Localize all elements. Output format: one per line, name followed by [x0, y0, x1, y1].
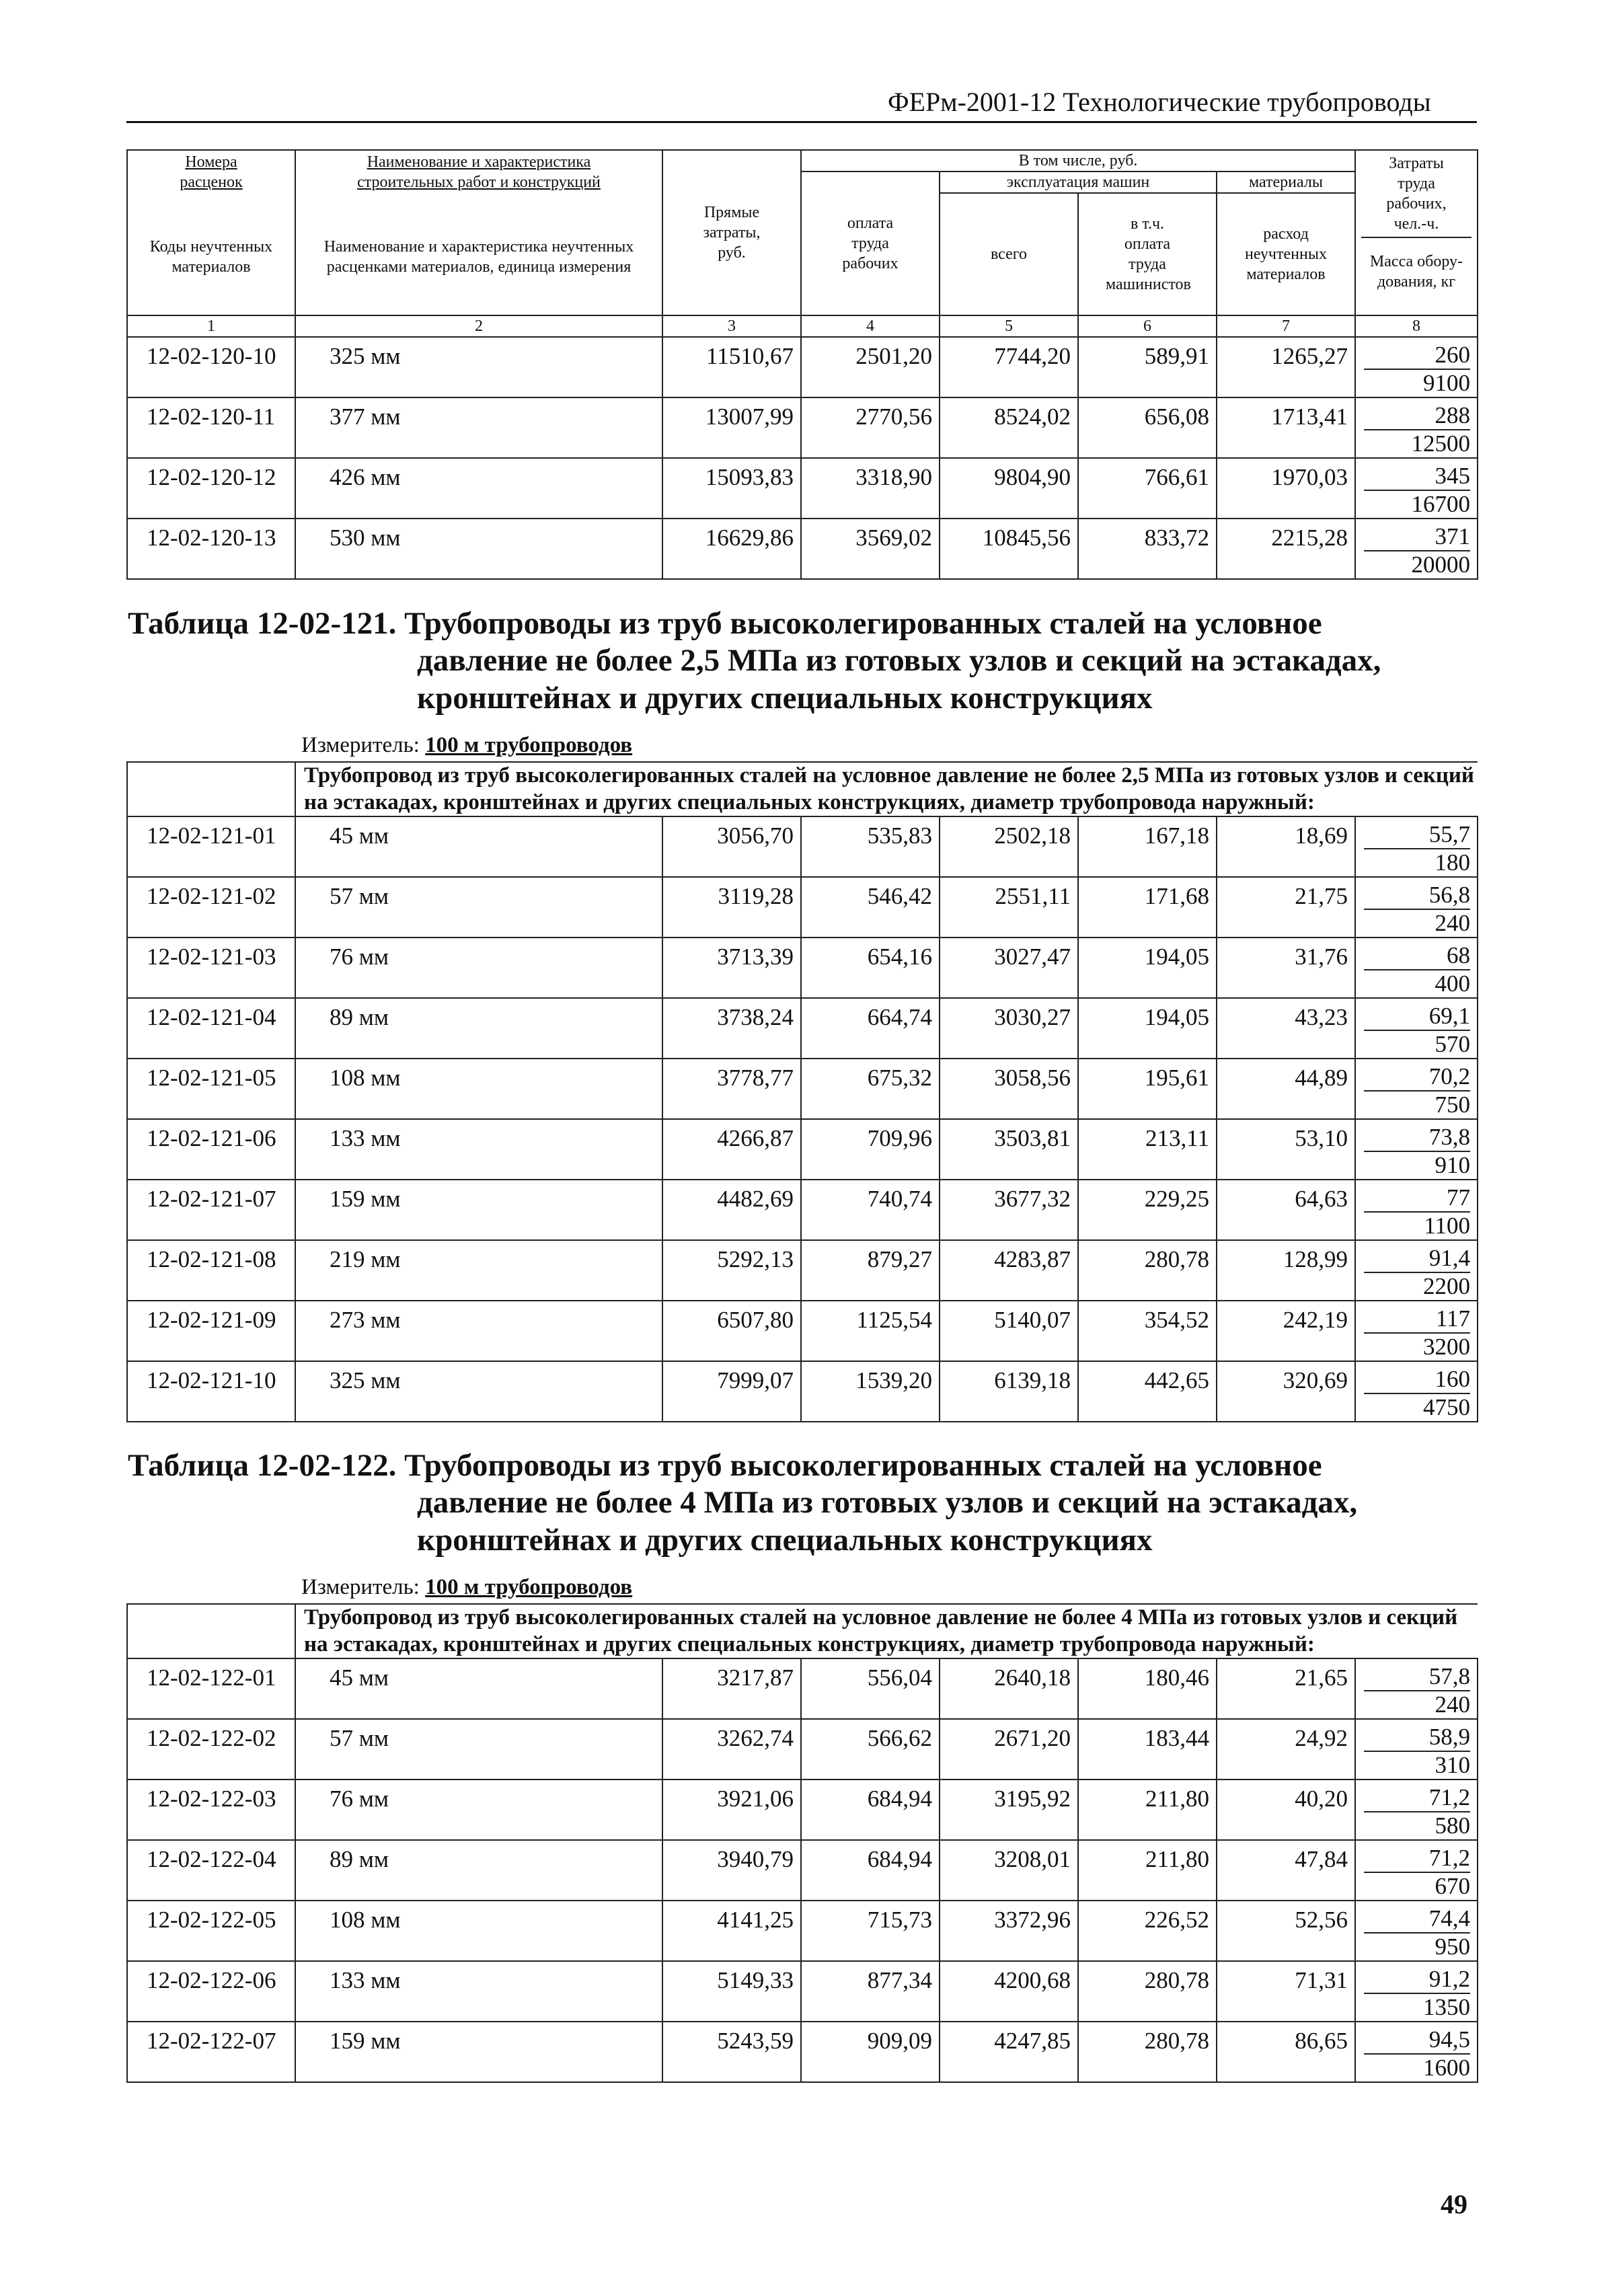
operators-wages: 213,11: [1078, 1119, 1217, 1180]
machines-total: 2502,18: [940, 816, 1078, 877]
work-name: 133 мм: [295, 1961, 662, 2022]
equipment-mass: 240: [1435, 1691, 1471, 1718]
direct-costs: 3738,24: [662, 998, 801, 1059]
col-5-header: всего: [940, 193, 1078, 315]
direct-costs: 16629,86: [662, 519, 801, 579]
table-121-title-line: Таблица 12-02-121. Трубопроводы из труб высоколегированных сталей на условное: [128, 606, 1322, 641]
labor-costs: 55,7: [1364, 821, 1470, 849]
rate-code: 12-02-121-07: [127, 1180, 295, 1240]
equipment-mass: 20000: [1411, 551, 1470, 578]
work-name: 76 мм: [295, 1780, 662, 1840]
column-header: [127, 150, 1478, 337]
equipment-mass: 1350: [1423, 1994, 1471, 2021]
col-8-header: [1355, 150, 1478, 315]
col-7-header: расход неучтенных материалов: [1217, 193, 1355, 315]
labor-costs: 117: [1364, 1305, 1470, 1334]
labor-and-mass-cell: [1355, 1361, 1478, 1422]
equipment-mass: 950: [1435, 1934, 1471, 1960]
labor-and-mass-cell: [1355, 2022, 1478, 2082]
col-number: 6: [1078, 315, 1217, 337]
table-row: [127, 1840, 1478, 1901]
meter-label: Измеритель:: [301, 1575, 420, 1599]
machines-total: 5140,07: [940, 1301, 1078, 1361]
workers-wages: 675,32: [801, 1059, 940, 1119]
materials-cost: 53,10: [1217, 1119, 1355, 1180]
equipment-mass: 16700: [1411, 491, 1470, 517]
col-number: 3: [662, 315, 801, 337]
materials-cost: 47,84: [1217, 1840, 1355, 1901]
materials-cost: 24,92: [1217, 1719, 1355, 1780]
rate-code: 12-02-122-06: [127, 1961, 295, 2022]
work-name: 57 мм: [295, 1719, 662, 1780]
col-1-top-label: Номера расценок: [180, 153, 243, 191]
machines-total: 4283,87: [940, 1240, 1078, 1301]
work-name: 273 мм: [295, 1301, 662, 1361]
labor-costs: 57,8: [1364, 1663, 1470, 1691]
labor-and-mass-cell: [1355, 877, 1478, 937]
col-1-header: [127, 150, 295, 315]
rate-code: 12-02-120-10: [127, 337, 295, 397]
work-name: 377 мм: [295, 397, 662, 458]
labor-costs: 160: [1364, 1366, 1470, 1394]
materials-cost: 21,65: [1217, 1658, 1355, 1719]
direct-costs: 5243,59: [662, 2022, 801, 2082]
work-name: 133 мм: [295, 1119, 662, 1180]
rate-code: 12-02-121-06: [127, 1119, 295, 1180]
direct-costs: 3713,39: [662, 937, 801, 998]
table-121-meter: [301, 733, 632, 758]
table-row: [127, 1719, 1478, 1780]
table-row: [127, 937, 1478, 998]
work-name: 108 мм: [295, 1901, 662, 1961]
rate-code: 12-02-122-07: [127, 2022, 295, 2082]
workers-wages: 684,94: [801, 1840, 940, 1901]
materials-cost: 71,31: [1217, 1961, 1355, 2022]
workers-wages: 1539,20: [801, 1361, 940, 1422]
labor-costs: 58,9: [1364, 1724, 1470, 1752]
meter-value: 100 м трубопроводов: [425, 1575, 633, 1599]
direct-costs: 5292,13: [662, 1240, 801, 1301]
table-row: [127, 1901, 1478, 1961]
direct-costs: 4482,69: [662, 1180, 801, 1240]
rate-code: 12-02-122-05: [127, 1901, 295, 1961]
workers-wages: 535,83: [801, 816, 940, 877]
rate-code: 12-02-120-11: [127, 397, 295, 458]
page-number: 49: [1441, 2189, 1467, 2219]
labor-costs: 260: [1364, 342, 1470, 370]
operators-wages: 656,08: [1078, 397, 1217, 458]
direct-costs: 3921,06: [662, 1780, 801, 1840]
workers-wages: 664,74: [801, 998, 940, 1059]
work-name: 89 мм: [295, 998, 662, 1059]
workers-wages: 2501,20: [801, 337, 940, 397]
direct-costs: 7999,07: [662, 1361, 801, 1422]
machines-total: 4200,68: [940, 1961, 1078, 2022]
rate-code: 12-02-121-04: [127, 998, 295, 1059]
materials-cost: 18,69: [1217, 816, 1355, 877]
description-gap: [127, 1604, 295, 1658]
workers-wages: 3318,90: [801, 458, 940, 519]
machines-total: 3677,32: [940, 1180, 1078, 1240]
machines-total: 8524,02: [940, 397, 1078, 458]
equipment-mass: 9100: [1423, 370, 1470, 396]
workers-wages: 654,16: [801, 937, 940, 998]
labor-costs: 56,8: [1364, 882, 1470, 910]
table-122-description-row: [127, 1604, 1478, 1658]
work-name: 108 мм: [295, 1059, 662, 1119]
equipment-mass: 910: [1435, 1152, 1471, 1179]
labor-and-mass-cell: [1355, 1119, 1478, 1180]
labor-costs: 91,4: [1364, 1245, 1470, 1273]
labor-and-mass-cell: [1355, 1301, 1478, 1361]
col-3-header: Прямые затраты, руб.: [662, 150, 801, 315]
equipment-mass: 570: [1435, 1031, 1471, 1058]
work-name: 530 мм: [295, 519, 662, 579]
work-name: 325 мм: [295, 337, 662, 397]
table-row: [127, 1961, 1478, 2022]
table-122-title-line: Таблица 12-02-122. Трубопроводы из труб высоколегированных сталей на условное: [128, 1448, 1322, 1483]
workers-wages: 909,09: [801, 2022, 940, 2082]
materials-cost: 64,63: [1217, 1180, 1355, 1240]
labor-costs: 71,2: [1364, 1784, 1470, 1812]
machines-total: 3027,47: [940, 937, 1078, 998]
materials-cost: 31,76: [1217, 937, 1355, 998]
workers-wages: 1125,54: [801, 1301, 940, 1361]
labor-costs: 71,2: [1364, 1845, 1470, 1873]
table-122-title-line: кронштейнах и других специальных конструкциях: [417, 1522, 1153, 1558]
operators-wages: 194,05: [1078, 998, 1217, 1059]
equipment-mass: 240: [1435, 910, 1471, 937]
machines-total: 2671,20: [940, 1719, 1078, 1780]
materials-cost: 44,89: [1217, 1059, 1355, 1119]
operators-wages: 211,80: [1078, 1780, 1217, 1840]
rate-code: 12-02-122-01: [127, 1658, 295, 1719]
group-machines-header: эксплуатация машин: [940, 171, 1217, 193]
labor-costs: 68: [1364, 942, 1470, 970]
table-row: [127, 337, 1478, 397]
col-6-header: в т.ч. оплата труда машинистов: [1078, 193, 1217, 315]
equipment-mass: 580: [1435, 1812, 1471, 1839]
operators-wages: 280,78: [1078, 1240, 1217, 1301]
labor-and-mass-cell: [1355, 458, 1478, 519]
table-121-title-line: кронштейнах и других специальных конструкциях: [417, 680, 1153, 716]
materials-cost: 43,23: [1217, 998, 1355, 1059]
table-121-description: Трубопровод из труб высоколегированных сталей на условное давление не более 2,5 МПа из готовых узлов и секций на эстакадах, кронштейнах и других специальных конструкциях, диаметр трубопровода наружный:: [295, 762, 1478, 816]
operators-wages: 442,65: [1078, 1361, 1217, 1422]
materials-cost: 1970,03: [1217, 458, 1355, 519]
table-row: [127, 1119, 1478, 1180]
labor-costs: 69,1: [1364, 1003, 1470, 1031]
rate-code: 12-02-121-08: [127, 1240, 295, 1301]
machines-total: 3503,81: [940, 1119, 1078, 1180]
labor-costs: 94,5: [1364, 2026, 1470, 2055]
direct-costs: 5149,33: [662, 1961, 801, 2022]
machines-total: 3372,96: [940, 1901, 1078, 1961]
table-row: [127, 998, 1478, 1059]
workers-wages: 556,04: [801, 1658, 940, 1719]
equipment-mass: 4750: [1423, 1394, 1471, 1421]
operators-wages: 354,52: [1078, 1301, 1217, 1361]
table-122-body: [127, 1604, 1478, 2082]
operators-wages: 183,44: [1078, 1719, 1217, 1780]
table-row: [127, 1361, 1478, 1422]
table-121-title-line: давление не более 2,5 МПа из готовых узлов и секций на эстакадах,: [417, 643, 1381, 679]
equipment-mass: 1100: [1424, 1213, 1471, 1239]
work-name: 89 мм: [295, 1840, 662, 1901]
table-row: [127, 1301, 1478, 1361]
machines-total: 3195,92: [940, 1780, 1078, 1840]
materials-cost: 320,69: [1217, 1361, 1355, 1422]
machines-total: 3058,56: [940, 1059, 1078, 1119]
workers-wages: 2770,56: [801, 397, 940, 458]
work-name: 45 мм: [295, 816, 662, 877]
rate-code: 12-02-122-03: [127, 1780, 295, 1840]
operators-wages: 280,78: [1078, 2022, 1217, 2082]
table-row: [127, 1780, 1478, 1840]
direct-costs: 3778,77: [662, 1059, 801, 1119]
labor-and-mass-cell: [1355, 519, 1478, 579]
rate-code: 12-02-120-13: [127, 519, 295, 579]
column-numbers-row: [127, 315, 1478, 337]
rate-code: 12-02-121-05: [127, 1059, 295, 1119]
work-name: 426 мм: [295, 458, 662, 519]
table-121-title: [128, 605, 1381, 717]
workers-wages: 566,62: [801, 1719, 940, 1780]
col-8-top-label: Затраты труда рабочих, чел.-ч.: [1361, 153, 1472, 238]
operators-wages: 167,18: [1078, 816, 1217, 877]
labor-and-mass-cell: [1355, 1658, 1478, 1719]
labor-and-mass-cell: [1355, 1840, 1478, 1901]
work-name: 45 мм: [295, 1658, 662, 1719]
operators-wages: 766,61: [1078, 458, 1217, 519]
work-name: 159 мм: [295, 2022, 662, 2082]
meter-label: Измеритель:: [301, 733, 420, 757]
work-name: 325 мм: [295, 1361, 662, 1422]
equipment-mass: 750: [1435, 1092, 1471, 1118]
group-total-header: В том числе, руб.: [801, 150, 1355, 171]
rate-code: 12-02-122-04: [127, 1840, 295, 1901]
equipment-mass: 670: [1435, 1873, 1471, 1900]
table-121-description-row: [127, 762, 1478, 816]
labor-costs: 91,2: [1364, 1966, 1470, 1994]
equipment-mass: 2200: [1423, 1273, 1471, 1300]
workers-wages: 3569,02: [801, 519, 940, 579]
direct-costs: 4266,87: [662, 1119, 801, 1180]
materials-cost: 1713,41: [1217, 397, 1355, 458]
table-row: [127, 1059, 1478, 1119]
col-number: 2: [295, 315, 662, 337]
col-number: 4: [801, 315, 940, 337]
col-1-bottom-label: Коды неучтенных материалов: [149, 238, 273, 276]
operators-wages: 280,78: [1078, 1961, 1217, 2022]
materials-cost: 86,65: [1217, 2022, 1355, 2082]
description-gap: [127, 762, 295, 816]
materials-cost: 242,19: [1217, 1301, 1355, 1361]
workers-wages: 740,74: [801, 1180, 940, 1240]
direct-costs: 3119,28: [662, 877, 801, 937]
direct-costs: 6507,80: [662, 1301, 801, 1361]
machines-total: 2551,11: [940, 877, 1078, 937]
workers-wages: 877,34: [801, 1961, 940, 2022]
operators-wages: 226,52: [1078, 1901, 1217, 1961]
table-122-meter: [301, 1575, 632, 1600]
labor-costs: 288: [1364, 402, 1470, 430]
labor-and-mass-cell: [1355, 337, 1478, 397]
labor-and-mass-cell: [1355, 1780, 1478, 1840]
table-row: [127, 1240, 1478, 1301]
equipment-mass: 400: [1435, 970, 1471, 997]
materials-cost: 2215,28: [1217, 519, 1355, 579]
rate-code: 12-02-121-03: [127, 937, 295, 998]
equipment-mass: 1600: [1423, 2055, 1471, 2081]
rates-table-120: [126, 149, 1478, 580]
col-number: 8: [1355, 315, 1478, 337]
operators-wages: 194,05: [1078, 937, 1217, 998]
rate-code: 12-02-120-12: [127, 458, 295, 519]
equipment-mass: 3200: [1423, 1334, 1471, 1361]
labor-and-mass-cell: [1355, 1901, 1478, 1961]
table-row: [127, 2022, 1478, 2082]
work-name: 159 мм: [295, 1180, 662, 1240]
work-name: 76 мм: [295, 937, 662, 998]
materials-cost: 52,56: [1217, 1901, 1355, 1961]
machines-total: 2640,18: [940, 1658, 1078, 1719]
labor-and-mass-cell: [1355, 1961, 1478, 2022]
rate-code: 12-02-121-10: [127, 1361, 295, 1422]
table-row: [127, 877, 1478, 937]
table-120-body: [127, 337, 1478, 579]
workers-wages: 546,42: [801, 877, 940, 937]
machines-total: 7744,20: [940, 337, 1078, 397]
table-row: [127, 519, 1478, 579]
labor-and-mass-cell: [1355, 1180, 1478, 1240]
direct-costs: 11510,67: [662, 337, 801, 397]
work-name: 219 мм: [295, 1240, 662, 1301]
rates-table-121: [126, 761, 1478, 1422]
labor-costs: 77: [1364, 1184, 1470, 1213]
direct-costs: 15093,83: [662, 458, 801, 519]
materials-cost: 40,20: [1217, 1780, 1355, 1840]
direct-costs: 3056,70: [662, 816, 801, 877]
operators-wages: 180,46: [1078, 1658, 1217, 1719]
materials-cost: 128,99: [1217, 1240, 1355, 1301]
operators-wages: 195,61: [1078, 1059, 1217, 1119]
group-materials-header: материалы: [1217, 171, 1355, 193]
labor-and-mass-cell: [1355, 998, 1478, 1059]
meter-value: 100 м трубопроводов: [425, 733, 633, 757]
rates-table-122: [126, 1603, 1478, 2083]
running-header: ФЕРм-2001-12 Технологические трубопроводы: [888, 87, 1431, 117]
operators-wages: 589,91: [1078, 337, 1217, 397]
rate-code: 12-02-122-02: [127, 1719, 295, 1780]
machines-total: 6139,18: [940, 1361, 1078, 1422]
operators-wages: 833,72: [1078, 519, 1217, 579]
labor-and-mass-cell: [1355, 816, 1478, 877]
operators-wages: 211,80: [1078, 1840, 1217, 1901]
equipment-mass: 310: [1435, 1752, 1471, 1779]
direct-costs: 3262,74: [662, 1719, 801, 1780]
machines-total: 9804,90: [940, 458, 1078, 519]
labor-and-mass-cell: [1355, 1240, 1478, 1301]
machines-total: 10845,56: [940, 519, 1078, 579]
labor-and-mass-cell: [1355, 397, 1478, 458]
col-number: 1: [127, 315, 295, 337]
rate-code: 12-02-121-02: [127, 877, 295, 937]
col-2-top-label: Наименование и характеристика строительных работ и конструкций: [357, 153, 601, 191]
direct-costs: 13007,99: [662, 397, 801, 458]
labor-and-mass-cell: [1355, 937, 1478, 998]
labor-costs: 371: [1364, 523, 1470, 551]
direct-costs: 3217,87: [662, 1658, 801, 1719]
rate-code: 12-02-121-09: [127, 1301, 295, 1361]
workers-wages: 879,27: [801, 1240, 940, 1301]
operators-wages: 229,25: [1078, 1180, 1217, 1240]
equipment-mass: 12500: [1411, 430, 1470, 457]
table-row: [127, 1658, 1478, 1719]
table-122-title-line: давление не более 4 МПа из готовых узлов и секций на эстакадах,: [417, 1485, 1358, 1521]
header-rule: [126, 121, 1477, 123]
labor-costs: 70,2: [1364, 1063, 1470, 1092]
workers-wages: 715,73: [801, 1901, 940, 1961]
table-row: [127, 816, 1478, 877]
col-number: 5: [940, 315, 1078, 337]
direct-costs: 4141,25: [662, 1901, 801, 1961]
col-2-bottom-label: Наименование и характеристика неучтенных расценками материалов, единица измерения: [323, 238, 634, 276]
labor-and-mass-cell: [1355, 1059, 1478, 1119]
operators-wages: 171,68: [1078, 877, 1217, 937]
workers-wages: 684,94: [801, 1780, 940, 1840]
machines-total: 4247,85: [940, 2022, 1078, 2082]
direct-costs: 3940,79: [662, 1840, 801, 1901]
table-122-description: Трубопровод из труб высоколегированных сталей на условное давление не более 4 МПа из готовых узлов и секций на эстакадах, кронштейнах и других специальных конструкциях, диаметр трубопровода наружный:: [295, 1604, 1478, 1658]
table-121-body: [127, 762, 1478, 1422]
table-row: [127, 397, 1478, 458]
labor-costs: 345: [1364, 463, 1470, 491]
materials-cost: 21,75: [1217, 877, 1355, 937]
workers-wages: 709,96: [801, 1119, 940, 1180]
labor-and-mass-cell: [1355, 1719, 1478, 1780]
machines-total: 3030,27: [940, 998, 1078, 1059]
col-4-header: оплата труда рабочих: [801, 171, 940, 315]
col-8-bottom-label: Масса обору-дования, кг: [1369, 253, 1463, 291]
labor-costs: 73,8: [1364, 1124, 1470, 1152]
work-name: 57 мм: [295, 877, 662, 937]
table-row: [127, 458, 1478, 519]
col-number: 7: [1217, 315, 1355, 337]
table-122-title: [128, 1447, 1357, 1559]
materials-cost: 1265,27: [1217, 337, 1355, 397]
col-2-header: [295, 150, 662, 315]
equipment-mass: 180: [1435, 849, 1471, 876]
machines-total: 3208,01: [940, 1840, 1078, 1901]
rate-code: 12-02-121-01: [127, 816, 295, 877]
table-row: [127, 1180, 1478, 1240]
labor-costs: 74,4: [1364, 1905, 1470, 1934]
